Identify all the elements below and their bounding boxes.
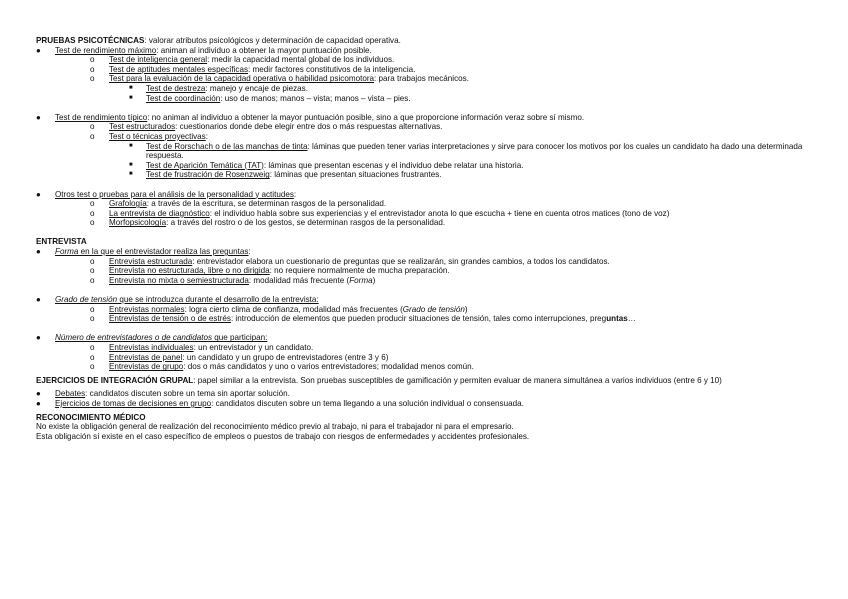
bullet-icon: ● (36, 398, 41, 408)
bullet-icon: o (90, 218, 95, 228)
section-psicotecnicas: PRUEBAS PSICOTÉCNICAS: valorar atributos psicológicos y determinación de capacidad operativa. (36, 36, 401, 45)
section-reconocimiento (36, 413, 816, 423)
list-item: ● Número de entrevistadores o de candidatos que participan: (36, 333, 268, 343)
list-item: ■ Test de destreza: manejo y encaje de piezas. (129, 83, 308, 93)
section-heading: RECONOCIMIENTO MÉDICO (36, 412, 146, 422)
bullet-icon: ■ (129, 171, 133, 178)
list-item: ● Grado de tensión que se introduzca durante el desarrollo de la entrevista: (36, 295, 319, 305)
list-item: ● Otros test o pruebas para el análisis de la personalidad y actitudes: (36, 189, 297, 199)
list-item: o Entrevistas de grupo: dos o más candidatos y uno o varios entrevistadores; modalidad menos común. (90, 362, 474, 372)
list-item: ● Ejercicios de tomas de decisiones en grupo: candidatos discuten sobre un tema llegando a una solución individual o consensuada. (36, 398, 524, 408)
bullet-icon: ● (36, 295, 41, 305)
section-heading: ENTREVISTA (36, 237, 87, 247)
list-item: o Test o técnicas proyectivas: (90, 131, 208, 141)
list-item: o Entrevista no mixta o semiestructurada: modalidad más frecuente (Forma) (90, 275, 376, 285)
bullet-icon: o (90, 131, 95, 141)
list-item: o Test de inteligencia general: medir la capacidad mental global de los individuos. (90, 55, 395, 65)
bullet-icon: ● (36, 247, 41, 257)
document-page (36, 36, 816, 441)
list-item: o Entrevista no estructurada, libre o no dirigida: no requiere normalmente de mucha preparación. (90, 266, 450, 276)
bullet-icon: o (90, 199, 95, 209)
list-item: ● Debates: candidatos discuten sobre un tema sin aportar solución. (36, 389, 290, 399)
list-item: o Entrevistas normales: logra cierto clima de confianza, modalidad más frecuentes (Grado de tensión) (90, 304, 468, 314)
bullet-icon: o (90, 64, 95, 74)
list-item: ● Test de rendimiento típico: no animan al individuo a obtener la mayor puntuación posible, sino a que proporcione información veraz sobre sí mismo. (36, 112, 585, 122)
bullet-icon: o (90, 256, 95, 266)
section-heading: EJERCICIOS DE INTEGRACIÓN GRUPAL (36, 375, 194, 385)
bullet-icon: o (90, 74, 95, 84)
list-item: ■ Test de coordinación: uso de manos; manos – vista; manos – vista – pies. (129, 93, 411, 103)
paragraph: No existe la obligación general de realización del reconocimiento médico previo al trabajo, ni para el trabajador ni para el empresario. (36, 422, 514, 432)
bullet-icon: ■ (129, 161, 133, 168)
bullet-icon: ● (36, 45, 41, 55)
bullet-icon: o (90, 304, 95, 314)
bullet-icon: o (90, 362, 95, 372)
list-item: ● Test de rendimiento máximo: animan al individuo a obtener la mayor puntuación posible. (36, 45, 372, 55)
bullet-icon: ■ (129, 84, 133, 91)
list-item: o Test de aptitudes mentales específicas: medir factores constitutivos de la inteligencia. (90, 64, 416, 74)
bullet-icon: ● (36, 112, 41, 122)
bullet-icon: o (90, 314, 95, 324)
bullet-icon: o (90, 266, 95, 276)
bullet-icon: ● (36, 189, 41, 199)
list-item: o Test estructurados: cuestionarios donde debe elegir entre dos o más respuestas alternativas. (90, 122, 443, 132)
list-item: ■ Test de Aparición Temática (TAT): láminas que presentan escenas y el individuo debe relatar una historia. (129, 160, 524, 170)
paragraph: Esta obligación sí existe en el caso específico de empleos o puestos de trabajo con riesgos de enfermedades y accidentes profesionales. (36, 431, 530, 441)
list-item: ■ Test de frustración de Rosenzweig: láminas que presentan situaciones frustrantes. (129, 170, 442, 180)
bullet-icon: o (90, 122, 95, 132)
list-item: o La entrevista de diagnóstico: el individuo habla sobre sus experiencias y el entrevistador anota lo que escucha + tiene en cuenta otros matices (tono de voz) (90, 208, 670, 218)
list-item: o Entrevistas de panel: un candidato y un grupo de entrevistadores (entre 3 y 6) (90, 352, 389, 362)
list-item: o Entrevista estructurada: entrevistador elabora un cuestionario de preguntas que se realizarán, sin grandes cambios, a todos los candidatos. (90, 256, 610, 266)
list-item: o Entrevistas de tensión o de estrés: introducción de elementos que pueden producir situaciones de tensión, tales como interrupciones, preguntas… (90, 314, 636, 324)
bullet-icon: o (90, 352, 95, 362)
bullet-icon: o (90, 275, 95, 285)
list-item: o Morfopsicología: a través del rostro o de los gestos, se determinan rasgos de la personalidad. (90, 218, 446, 228)
list-item: o Test para la evaluación de la capacidad operativa o habilidad psicomotora: para trabajos mecánicos. (90, 74, 469, 84)
list-item: ■ Test de Rorschach o de las manchas de tinta: láminas que pueden tener varias interpretaciones y sirve para conocer los motivos por los cuales un candidato ha dado una determinada respuesta. (129, 141, 803, 161)
bullet-icon: ● (36, 389, 41, 399)
list-item: ● Forma en la que el entrevistador realiza las preguntas: (36, 247, 251, 257)
bullet-icon: ■ (129, 94, 133, 101)
bullet-icon: o (90, 55, 95, 65)
section-heading: PRUEBAS PSICOTÉCNICAS (36, 36, 145, 45)
list-item: o Grafología: a través de la escritura, se determinan rasgos de la personalidad. (90, 199, 387, 209)
bullet-icon: ■ (129, 142, 133, 149)
bullet-icon: o (90, 208, 95, 218)
list-item: o Entrevistas individuales: un entrevistador y un candidato. (90, 343, 314, 352)
bullet-icon: ● (36, 333, 41, 343)
bullet-icon: o (90, 343, 95, 352)
section-entrevista (36, 237, 816, 247)
section-ejercicios: EJERCICIOS DE INTEGRACIÓN GRUPAL: papel similar a la entrevista. Son pruebas susceptibles de gamificación y permiten evaluar de manera simultánea a varios individuos (entre 6 y 10) (36, 375, 722, 385)
